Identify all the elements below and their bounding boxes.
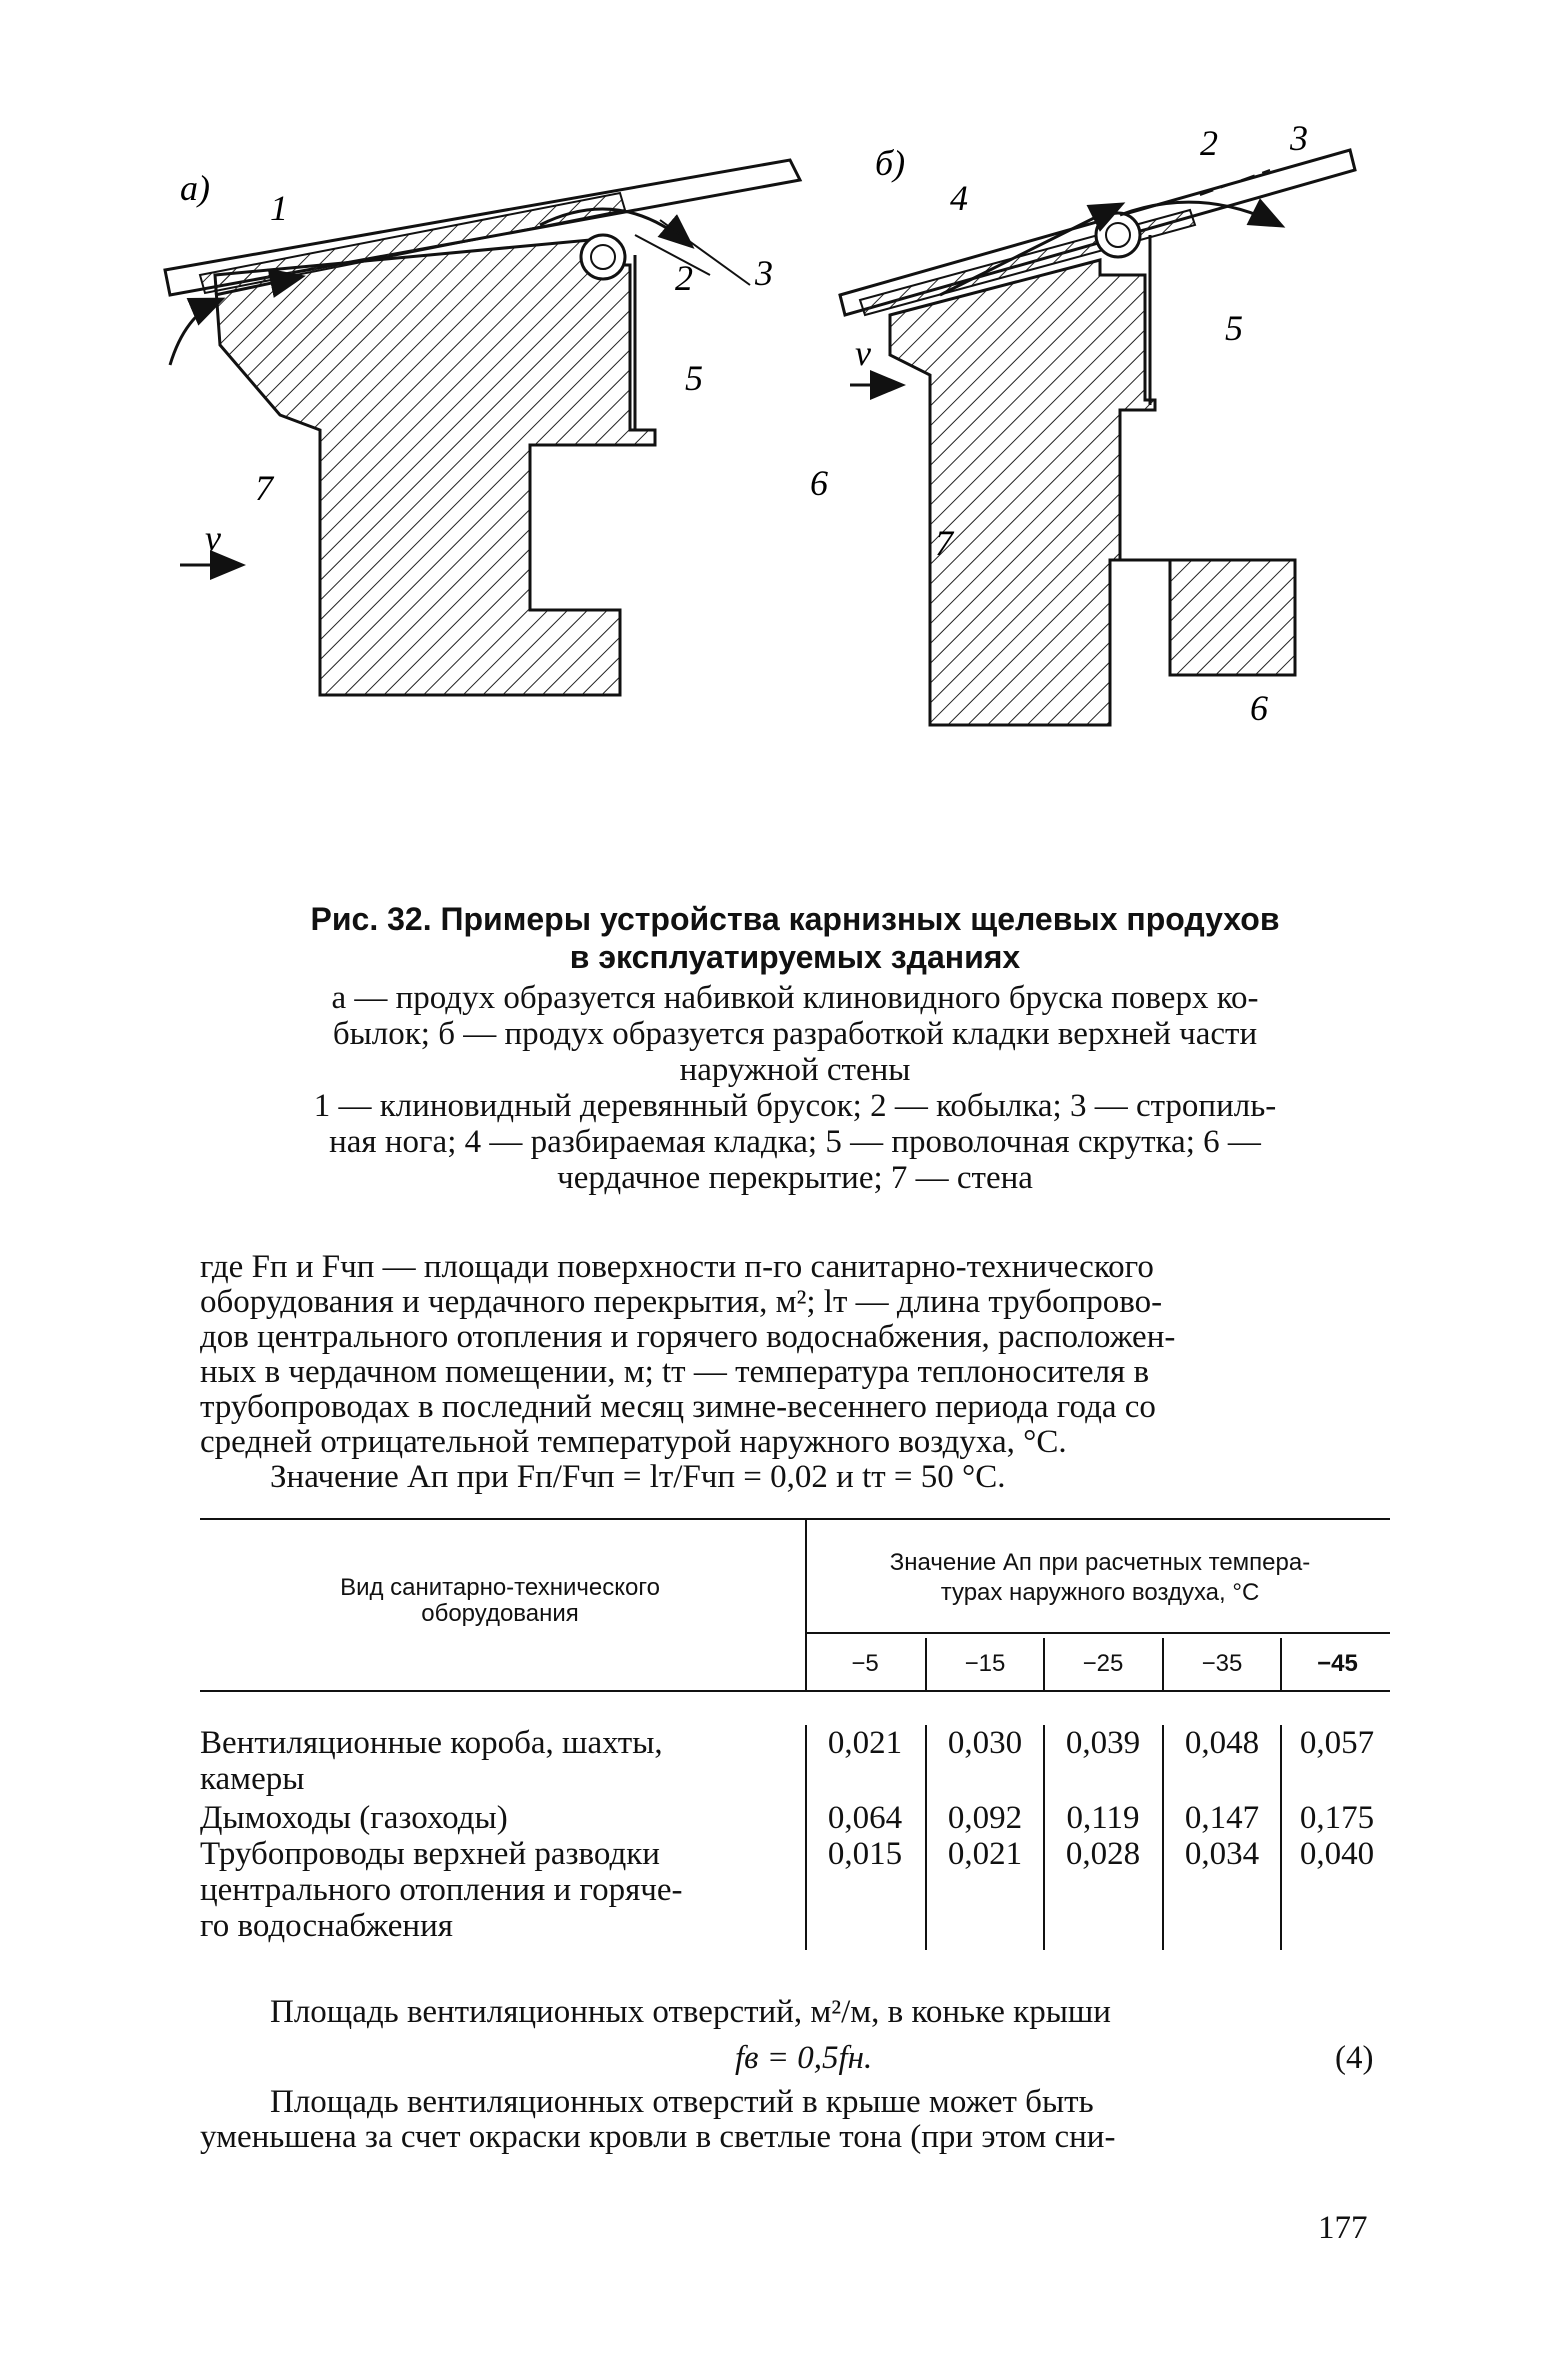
body-paragraph-ridge: Площадь вентиляционных отверстий, м²/м, в коньке крыши (270, 1994, 1111, 2030)
col-header-equipment: Вид санитарно-технического оборудования (340, 1574, 660, 1627)
table-header-rule (200, 1690, 1390, 1692)
temp-header-2: −15 (964, 1650, 1006, 1677)
table-vline (925, 1725, 927, 1950)
callout-b-4: 4 (950, 178, 968, 218)
callout-a-5: 5 (685, 358, 703, 398)
table-header (200, 1520, 1390, 1690)
table-vline (805, 1520, 807, 1690)
callout-a-7: 7 (255, 468, 273, 508)
temp-header-1: −5 (851, 1650, 879, 1677)
body-paragraph-roof: Площадь вентиляционных отверстий в крыше может быть уменьшена за счет окраски кровли в светлые тона (при этом сни- (200, 2084, 1116, 2155)
panel-a-label: а) (180, 168, 210, 208)
table-vline (925, 1638, 927, 1690)
figure-caption-title: Рис. 32. Примеры устройства карнизных щелевых продухов в эксплуатируемых зданиях (310, 901, 1280, 975)
wind-label-a: v (205, 518, 221, 558)
wind-label-b: v (855, 333, 871, 373)
row-name: Вентиляционные короба, шахты, камеры (200, 1725, 663, 1797)
callout-a-1: 1 (270, 188, 288, 228)
callout-b-2: 2 (1200, 123, 1218, 163)
callout-b-7: 7 (935, 523, 953, 563)
panel-b-label: б) (875, 143, 906, 183)
table-vline (805, 1725, 807, 1950)
page-number: 177 (1318, 2210, 1368, 2246)
temp-header-5: −45 (1317, 1650, 1358, 1677)
cell-value: 0,015 (827, 1836, 903, 1872)
panel-a-drawing (165, 160, 800, 695)
temp-header-4: −35 (1201, 1650, 1243, 1677)
group-header-values: Значение Aп при расчетных темпера- турах наружного воздуха, °С (889, 1549, 1311, 1606)
cell-value: 0,039 (1065, 1725, 1141, 1761)
row-name: Трубопроводы верхней разводки центрального отопления и горяче- го водоснабжения (200, 1836, 683, 1944)
callout-b-6: 6 (1250, 688, 1268, 728)
callout-a-2: 2 (675, 258, 693, 298)
cell-value: 0,064 (827, 1800, 903, 1836)
group-header-rule (805, 1632, 1390, 1634)
table-vline (1043, 1725, 1045, 1950)
cell-value: 0,021 (827, 1725, 903, 1761)
row-name: Дымоходы (газоходы) (200, 1800, 508, 1836)
callout-b-3: 3 (1290, 118, 1308, 158)
formula-4: fв = 0,5fн. (735, 2040, 873, 2076)
temp-header-3: −25 (1082, 1650, 1124, 1677)
panel-b-drawing (840, 150, 1355, 725)
body-paragraph-definitions: где Fп и Fчп — площади поверхности п-го санитарно-технического оборудования и чердачного перекрытия, м²; lт — длина трубопрово- дов центрального отопления и горячего водоснабжения, расположен- ных в чердачном помещении, м; tт — температура теплоносителя в трубопроводах в последний месяц зимне-весеннего периода года со средней отрицательной температурой наружного воздуха, °С. Значение Aп при Fп/Fчп = lт/Fчп = 0,02 и tт = 50 °С. (200, 1249, 1176, 1495)
cell-value: 0,030 (947, 1725, 1023, 1761)
table-vline (1162, 1725, 1164, 1950)
table-vline (1162, 1638, 1164, 1690)
cell-value: 0,021 (947, 1836, 1023, 1872)
cell-value: 0,048 (1184, 1725, 1260, 1761)
formula-number: (4) (1335, 2040, 1374, 2076)
cell-value: 0,092 (947, 1800, 1023, 1836)
callout-a-3: 3 (755, 253, 773, 293)
cell-value: 0,147 (1184, 1800, 1260, 1836)
table-vline (1043, 1638, 1045, 1690)
figure-32-cornice-vents (180, 118, 1360, 875)
cell-value: 0,040 (1299, 1836, 1375, 1872)
cell-value: 0,119 (1066, 1800, 1140, 1836)
cell-value: 0,028 (1065, 1836, 1141, 1872)
cell-value: 0,175 (1299, 1800, 1375, 1836)
callout-b-5: 5 (1225, 308, 1243, 348)
callout-a-6: 6 (810, 463, 828, 503)
cell-value: 0,034 (1184, 1836, 1260, 1872)
cell-value: 0,057 (1299, 1725, 1375, 1761)
figure-caption-body: а — продух образуется набивкой клиновидного бруска поверх ко- былок; б — продух образуется разработкой кладки верхней части наружной стены 1 — клиновидный деревянный брусок; 2 — кобылка; 3 — стропиль- ная нога; 4 — разбираемая кладка; 5 — проволочная скрутка; 6 — чердачное перекрытие; 7 — стена (313, 980, 1277, 1196)
table-vline (1280, 1638, 1282, 1690)
